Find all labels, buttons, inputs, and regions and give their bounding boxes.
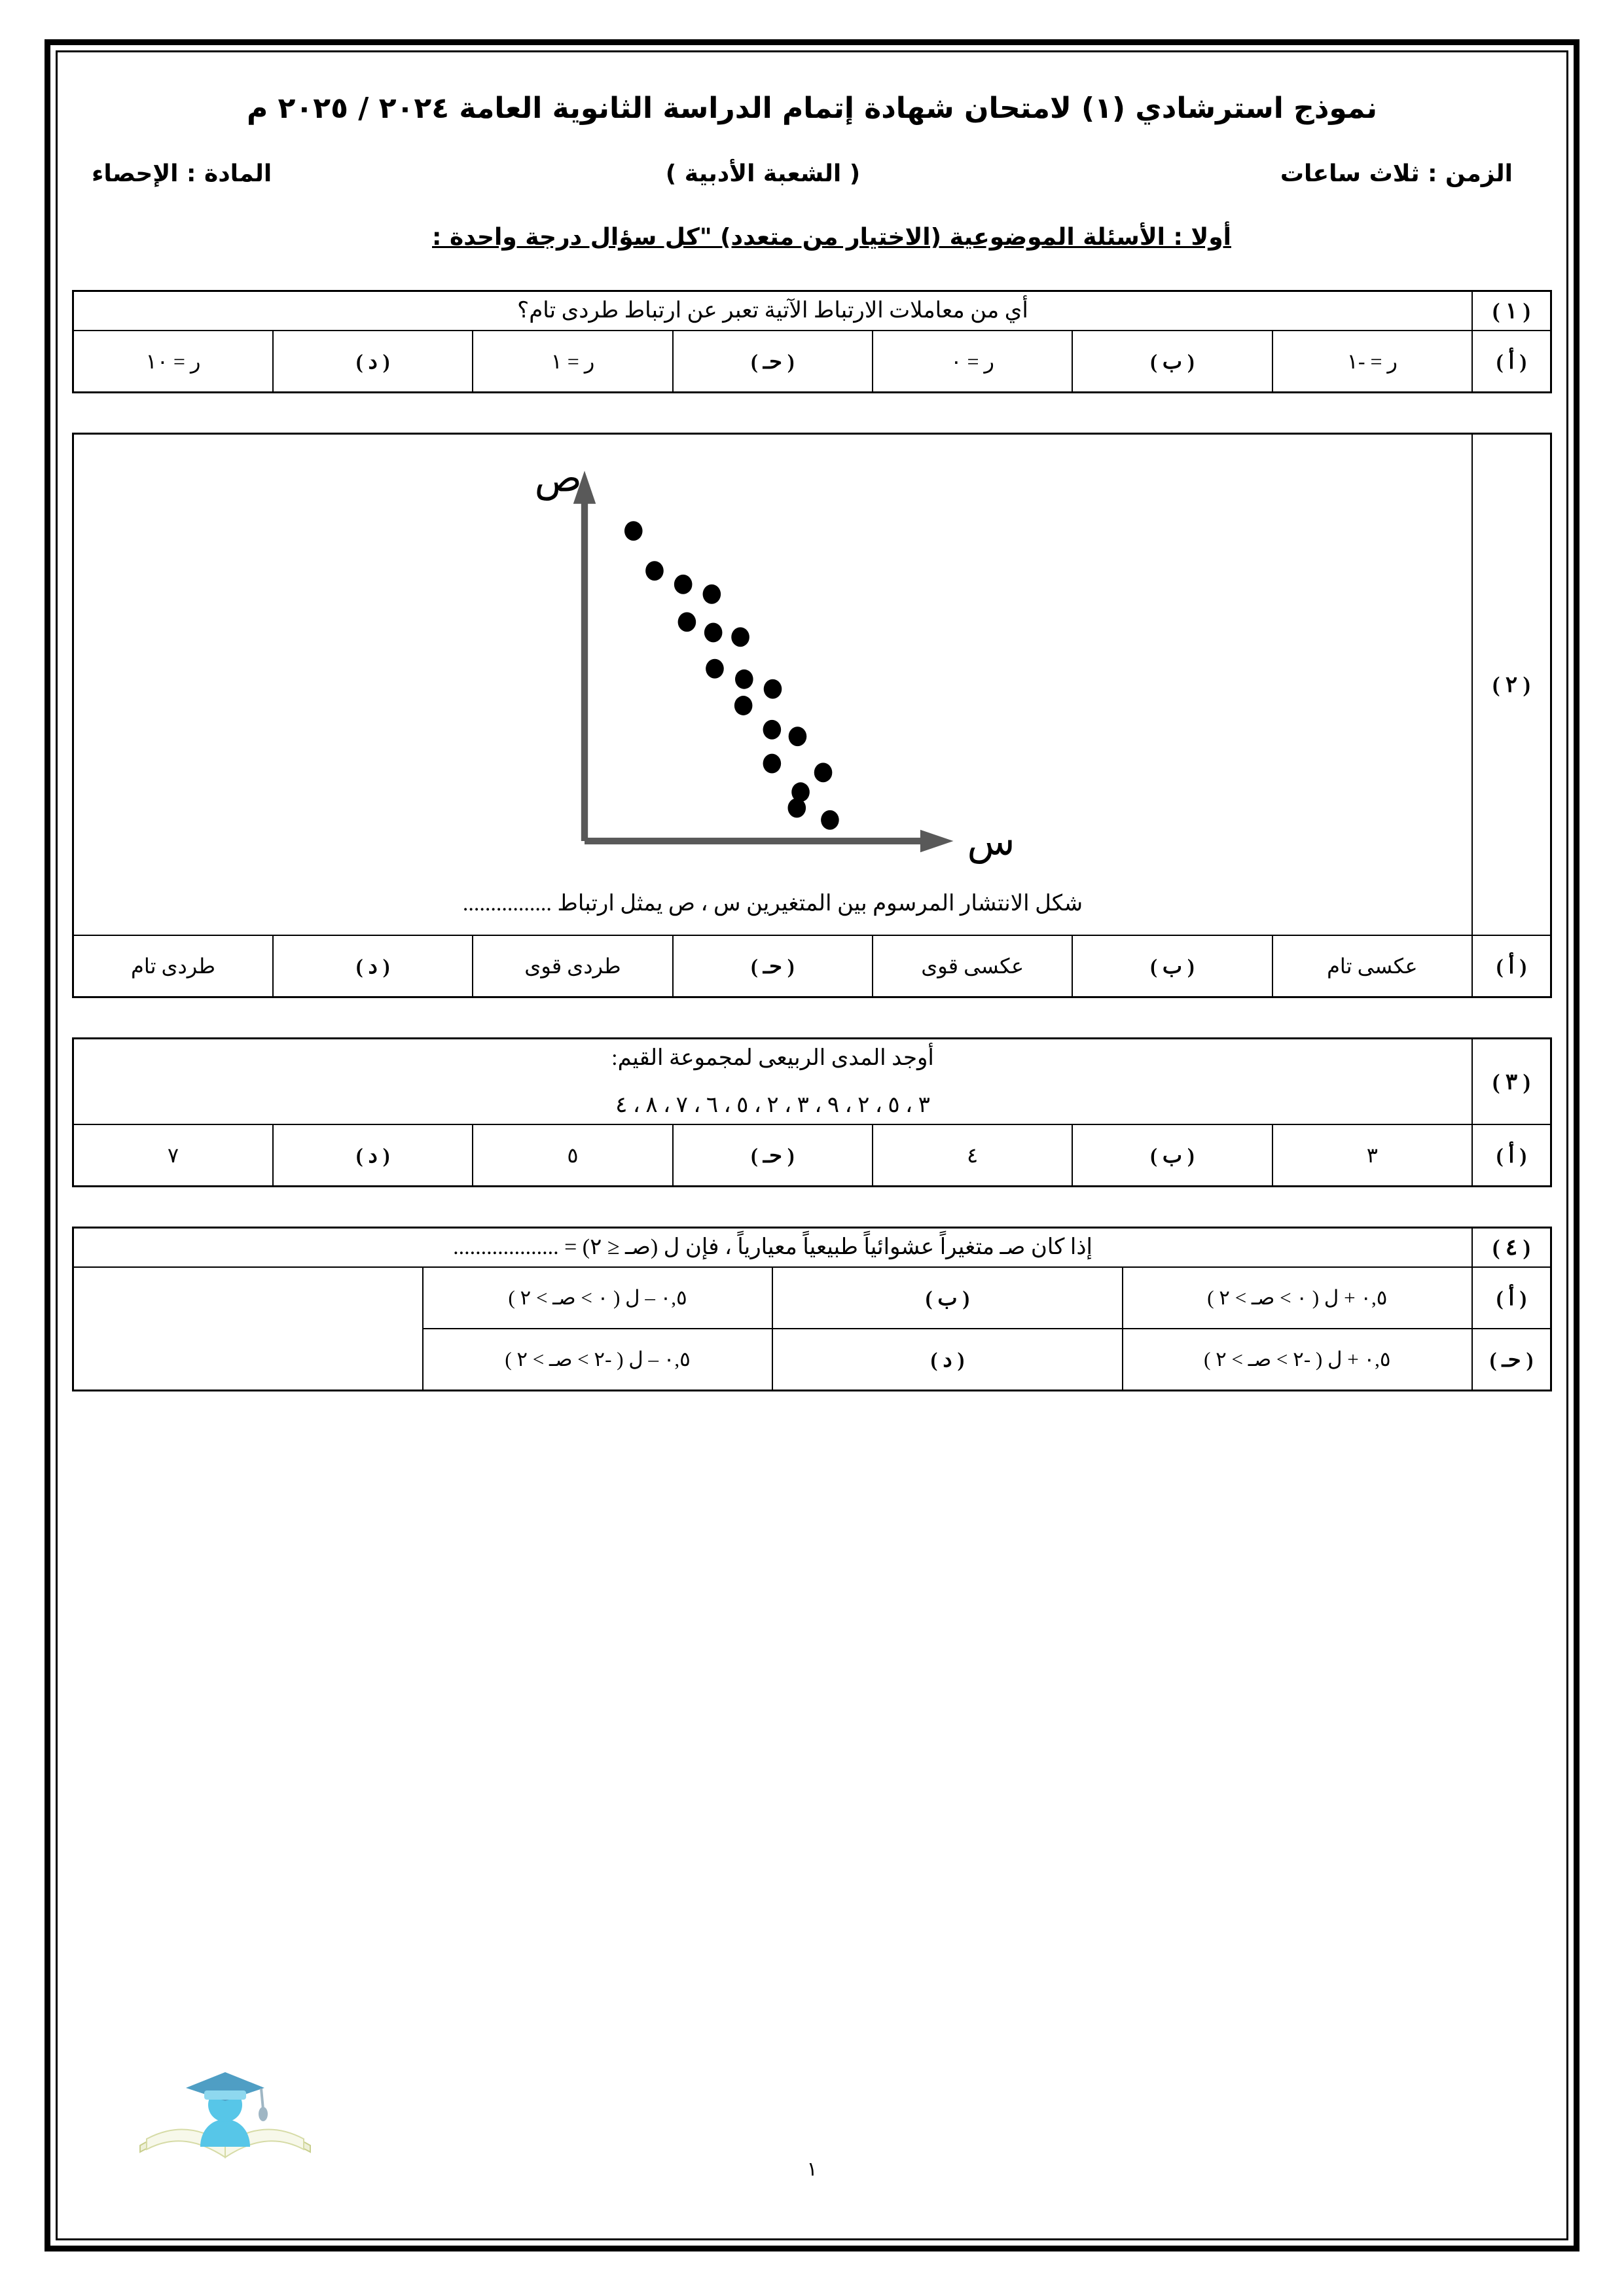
question-chart-row	[73, 433, 1551, 935]
page-number: ١	[806, 2159, 818, 2180]
x-axis-label: س	[967, 818, 1015, 865]
scatter-point	[763, 720, 782, 740]
option-label-d[interactable]: ( د )	[273, 1124, 473, 1187]
scatter-point	[788, 798, 806, 817]
page-content	[72, 65, 1552, 2231]
question-text-row	[73, 1228, 1551, 1267]
question-text: إذا كان صـ متغيراً عشوائياً طبيعياً معيارياً ، فإن ل (صـ ≤ ٢) = ...................	[73, 1228, 1473, 1267]
question-number: ( ٢ )	[1472, 433, 1551, 935]
scatter-plot	[74, 435, 1471, 886]
scatter-point	[706, 658, 724, 678]
scatter-point	[814, 762, 833, 782]
scatter-point	[734, 696, 753, 715]
option-label-c[interactable]: ( حـ )	[673, 935, 873, 997]
scatter-point	[645, 561, 664, 581]
scatter-point	[678, 612, 696, 632]
option-value-c[interactable]: ٥	[473, 1124, 672, 1187]
cap-band	[204, 2090, 246, 2100]
section-heading: أولا : الأسئلة الموضوعية (الاختيار من متعدد) "كل سؤال درجة واحدة :	[432, 224, 1231, 251]
question-number: ( ٣ )	[1472, 1038, 1551, 1124]
answer-row-label: ( أ )	[1472, 1124, 1551, 1187]
exam-meta-row	[72, 160, 1552, 187]
option-value-a[interactable]: ٠,٥ + ل ( ٠ > صـ > ٢ )	[1123, 1267, 1472, 1329]
option-label-c[interactable]: ( حـ )	[1472, 1329, 1551, 1391]
option-value-c[interactable]: ر = ١	[473, 331, 672, 393]
option-label-b[interactable]: ( ب )	[772, 1267, 1122, 1329]
option-value-c[interactable]: ٠,٥ + ل ( -٢ > صـ > ٢ )	[1123, 1329, 1472, 1391]
cap-tassel	[259, 2107, 268, 2121]
option-value-b[interactable]: ٠,٥ – ل ( ٠ > صـ > ٢ )	[423, 1267, 772, 1329]
question-text-row	[73, 1038, 1551, 1124]
y-axis-label: ص	[534, 455, 582, 501]
options-row-2	[73, 1329, 1551, 1391]
scatter-point	[731, 627, 749, 647]
branch-label: ( الشعبة الأدبية )	[665, 160, 861, 187]
scatter-plot-svg	[74, 435, 1471, 886]
option-value-a[interactable]: ر = -١	[1272, 331, 1472, 393]
question-text-row	[73, 291, 1551, 331]
option-label-b[interactable]: ( ب )	[1072, 935, 1272, 997]
question-block-1	[72, 290, 1552, 393]
question-values-line: ٣ ، ٥ ، ٢ ، ٩ ، ٣ ، ٢ ، ٥ ، ٦ ، ٧ ، ٨ ، ٤	[615, 1092, 930, 1117]
scatter-point	[703, 584, 721, 604]
question-block-4	[72, 1227, 1552, 1391]
scatter-plot-cell	[73, 433, 1473, 935]
option-value-b[interactable]: ر = ٠	[873, 331, 1072, 393]
option-label-d[interactable]: ( د )	[772, 1329, 1122, 1391]
options-row	[73, 1124, 1551, 1187]
answer-row-label: ( أ )	[1472, 331, 1551, 393]
question-caption: شكل الانتشار المرسوم بين المتغيرين س ، ص يمثل ارتباط ................	[462, 891, 1083, 916]
question-block-3	[72, 1037, 1552, 1188]
option-value-b[interactable]: ٤	[873, 1124, 1072, 1187]
option-label-b[interactable]: ( ب )	[1072, 1124, 1272, 1187]
scatter-point	[674, 575, 693, 594]
option-value-a[interactable]: عكسى تام	[1272, 935, 1472, 997]
question-block-2	[72, 433, 1552, 998]
option-label-c[interactable]: ( حـ )	[673, 331, 873, 393]
option-label-d[interactable]: ( د )	[273, 331, 473, 393]
logo-svg	[127, 2047, 323, 2191]
option-label-c[interactable]: ( حـ )	[673, 1124, 873, 1187]
scatter-point	[789, 726, 807, 746]
graduate-book-logo	[127, 2047, 323, 2191]
question-text-cell	[73, 1038, 1473, 1124]
question-number: ( ١ )	[1472, 291, 1551, 331]
scatter-point	[735, 670, 753, 689]
question-text: أي من معاملات الارتباط الآتية تعبر عن ارتباط طردى تام؟	[73, 291, 1473, 331]
options-row	[73, 935, 1551, 997]
option-value-a[interactable]: ٣	[1272, 1124, 1472, 1187]
subject-label: المادة : الإحصاء	[92, 160, 272, 187]
options-row-1	[73, 1267, 1551, 1329]
scatter-point	[704, 622, 723, 642]
option-value-c[interactable]: طردى قوى	[473, 935, 672, 997]
scatter-points-group	[624, 521, 839, 830]
page-title: نموذج استرشادي (١) لامتحان شهادة إتمام الدراسة الثانوية العامة ٢٠٢٤ / ٢٠٢٥ م	[246, 92, 1378, 125]
scatter-point	[763, 753, 782, 773]
time-label: الزمن : ثلاث ساعات	[1280, 160, 1513, 187]
answer-row-label: ( أ )	[1472, 935, 1551, 997]
scatter-point	[764, 679, 782, 699]
scatter-point	[624, 521, 643, 541]
option-label-d[interactable]: ( د )	[273, 935, 473, 997]
question-number: ( ٤ )	[1472, 1228, 1551, 1267]
option-label-a[interactable]: ( أ )	[1472, 1267, 1551, 1329]
x-axis-arrow	[920, 830, 954, 853]
graduate-body	[200, 2119, 250, 2147]
cap-tassel-cord	[261, 2089, 263, 2109]
question-text: أوجد المدى الربيعى لمجموعة القيم:	[611, 1045, 934, 1070]
option-value-d[interactable]: ٧	[73, 1124, 273, 1187]
options-row	[73, 331, 1551, 393]
option-value-d[interactable]: طردى تام	[73, 935, 273, 997]
option-value-d[interactable]: ٠,٥ – ل ( -٢ > صـ > ٢ )	[423, 1329, 772, 1391]
option-label-b[interactable]: ( ب )	[1072, 331, 1272, 393]
option-value-b[interactable]: عكسى قوى	[873, 935, 1072, 997]
option-value-d[interactable]: ر = ١٠	[73, 331, 273, 393]
scatter-point	[821, 810, 839, 830]
